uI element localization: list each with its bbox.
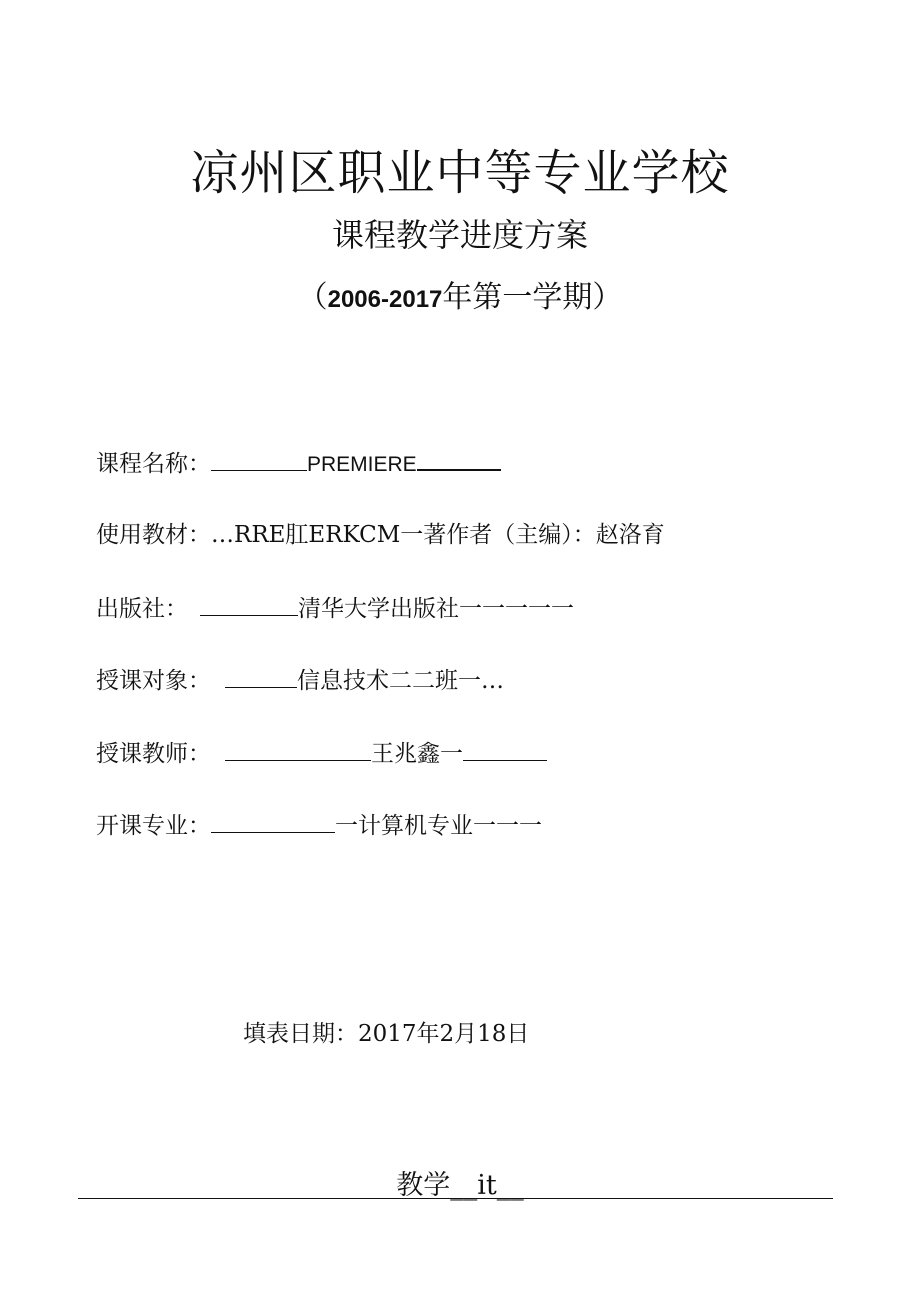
blank-underline <box>463 738 547 761</box>
teacher-value: 王兆鑫一 <box>371 741 463 767</box>
blank-underline <box>200 593 298 616</box>
teacher-field <box>96 735 547 768</box>
term-rest: 年第一学期） <box>442 280 623 315</box>
major-field <box>96 807 542 840</box>
audience-value: 信息技术二二班一… <box>297 668 504 694</box>
blank-underline <box>211 810 335 833</box>
major-label: 开课专业： <box>96 813 211 839</box>
course-name-label: 课程名称： <box>96 451 211 477</box>
teacher-label: 授课教师： <box>96 741 211 767</box>
course-name-value: PREMIERE <box>307 453 417 476</box>
bottom-label: 教学__it__ <box>396 1170 524 1201</box>
textbook-value: …RRE肛ERKCM一著作者（主编）：赵洛育 <box>211 522 665 548</box>
document-subtitle: 课程教学进度方案 <box>331 216 588 254</box>
textbook-field <box>96 516 665 549</box>
blank-underline <box>225 738 371 761</box>
publisher-field <box>96 590 574 623</box>
textbook-label: 使用教材： <box>96 522 211 548</box>
term-line <box>0 272 920 316</box>
term-years: 2006-2017 <box>327 286 443 313</box>
audience-label: 授课对象： <box>96 668 211 694</box>
major-value: 一计算机专业一一一 <box>335 813 542 839</box>
blank-underline <box>225 665 297 688</box>
fill-date: 填表日期：2017年2月18日 <box>243 1021 530 1047</box>
audience-field <box>96 662 504 695</box>
blank-underline <box>211 448 307 471</box>
school-title: 凉州区职业中等专业学校 <box>190 145 730 201</box>
bottom-rule <box>78 1198 833 1199</box>
publisher-label: 出版社： <box>96 596 188 622</box>
term-open: （ <box>297 280 328 315</box>
publisher-value: 清华大学出版社一一一一一 <box>298 596 574 622</box>
blank-underline <box>417 447 501 471</box>
course-name-field <box>96 445 501 478</box>
